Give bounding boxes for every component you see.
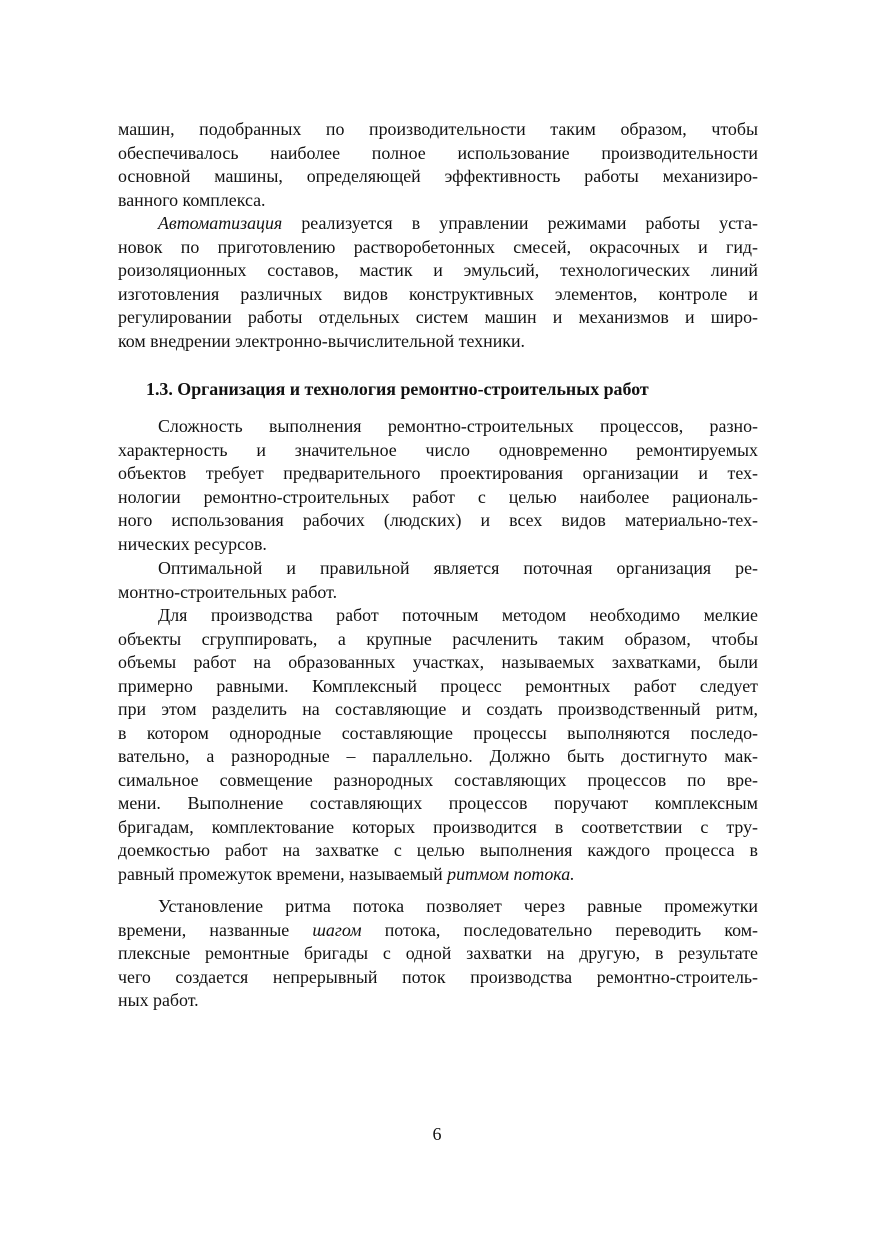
text-line bbox=[118, 212, 758, 236]
text-span: равный промежуток времени, называемый bbox=[118, 863, 448, 884]
text-line: доемкостью работ на захватке с целью выполнения каждого процесса в bbox=[118, 840, 758, 860]
text-line: Оптимальной и правильной является поточная организация ре- bbox=[158, 558, 758, 578]
text-line: ком внедрении электронно-вычислительной техники. bbox=[118, 330, 526, 351]
text-line: ванного комплекса. bbox=[118, 189, 266, 210]
text-line: плексные ремонтные бригады с одной захватки на другую, в результате bbox=[118, 943, 758, 963]
text-span: потока, последовательно переводить ком- bbox=[361, 919, 759, 940]
text-line: Для производства работ поточным методом необходимо мелкие bbox=[158, 605, 758, 625]
text-line: чего создается непрерывный поток производства ремонтно-строитель- bbox=[118, 966, 758, 987]
text-line: нических ресурсов. bbox=[118, 533, 267, 554]
text-line: вательно, а разнородные – параллельно. Должно быть достигнуто мак- bbox=[118, 746, 758, 766]
text-line: ных работ. bbox=[118, 990, 199, 1010]
text-line: бригадам, комплектование которых производится в соответствии с тру- bbox=[118, 816, 758, 837]
text-line: примерно равными. Комплексный процесс ремонтных работ следует bbox=[118, 675, 758, 696]
paragraph-complexity bbox=[118, 415, 758, 556]
text-line: ного использования рабочих (людских) и всех видов материально-тех- bbox=[118, 510, 758, 530]
text-line: обеспечивалось наиболее полное использование производительности bbox=[118, 142, 758, 163]
text-line bbox=[118, 863, 758, 887]
page-number: 6 bbox=[432, 1124, 442, 1144]
text-line: новок по приготовлению растворобетонных смесей, окрасочных и гид- bbox=[118, 236, 758, 257]
text-line: основной машины, определяющей эффективность работы механизиро- bbox=[118, 166, 758, 186]
section-heading: 1.3. Организация и технология ремонтно-строительных работ bbox=[146, 379, 649, 399]
text-line: Сложность выполнения ремонтно-строительных процессов, разно- bbox=[158, 416, 758, 436]
text-line: роизоляционных составов, мастик и эмульсий, технологических линий bbox=[118, 260, 758, 280]
paragraph-rhythm bbox=[118, 895, 758, 1013]
text-span: времени, названные bbox=[118, 919, 313, 940]
text-line: при этом разделить на составляющие и создать производственный ритм, bbox=[118, 699, 758, 719]
text-line: характерность и значительное число одновременно ремонтируемых bbox=[118, 439, 758, 460]
paragraph-flow-method bbox=[118, 604, 758, 886]
term-flow-rhythm: ритмом потока. bbox=[447, 863, 575, 884]
paragraph-continuation bbox=[118, 118, 758, 212]
text-line: Установление ритма потока позволяет через равные промежутки bbox=[158, 896, 758, 916]
text-line: нологии ремонтно-строительных работ с целью наиболее рациональ- bbox=[118, 486, 758, 507]
paragraph-optimal bbox=[118, 557, 758, 604]
text-line: изготовления различных видов конструктивных элементов, контроле и bbox=[118, 283, 758, 304]
text-line: регулировании работы отдельных систем машин и механизмов и широ- bbox=[118, 307, 758, 327]
text-line: монтно-строительных работ. bbox=[118, 581, 338, 602]
text-line: симальное совмещение разнородных составляющих процессов по вре- bbox=[118, 769, 758, 790]
term-flow-step: шагом bbox=[312, 919, 362, 940]
text-line: объекты сгруппировать, а крупные расчленить таким образом, чтобы bbox=[118, 628, 758, 649]
text-line: объектов требует предварительного проектирования организации и тех- bbox=[118, 463, 758, 483]
text-line: машин, подобранных по производительности таким образом, чтобы bbox=[118, 119, 758, 139]
text-span: реализуется в управлении режимами работы уста- bbox=[282, 213, 758, 233]
paragraph-automation bbox=[118, 212, 758, 353]
text-line: объемы работ на образованных участках, называемых захватками, были bbox=[118, 652, 758, 672]
text-line bbox=[118, 919, 758, 943]
term-automation: Автоматизация bbox=[158, 213, 283, 233]
text-line: в котором однородные составляющие процессы выполняются последо- bbox=[118, 722, 758, 743]
text-line: мени. Выполнение составляющих процессов поручают комплексным bbox=[118, 793, 758, 813]
